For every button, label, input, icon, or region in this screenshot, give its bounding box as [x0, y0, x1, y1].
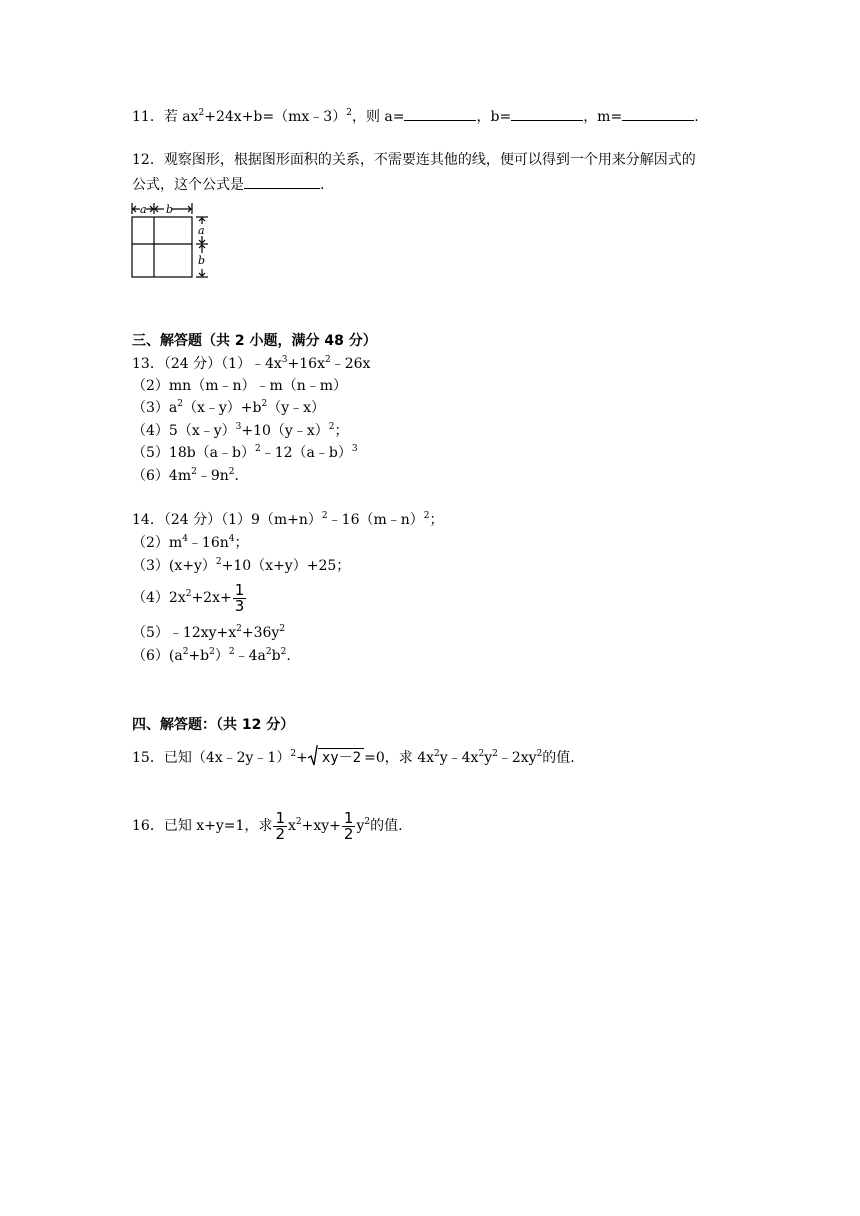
exponent: 2	[346, 108, 352, 118]
exponent: 2	[324, 355, 331, 365]
denominator: 2	[275, 824, 285, 843]
q12-text: .	[320, 177, 325, 193]
text: ）	[214, 648, 229, 664]
outer-square	[132, 217, 192, 277]
exponent: 2	[185, 589, 192, 599]
question-13-part-2: （2）mn（m﹣n）﹣m（n﹣m）	[132, 378, 348, 394]
text: ﹣16（m﹣n）	[327, 512, 424, 528]
q11-text: 若 ax	[163, 109, 199, 125]
numerator: 1	[275, 808, 285, 827]
radical-sign-icon	[308, 745, 318, 767]
q12-text: 公式，这个公式是	[132, 177, 244, 193]
question-13-part-5	[132, 443, 358, 463]
section-3-heading: 三、解答题（共 2 小题，满分 48 分）	[132, 333, 377, 349]
text: ﹣16n	[187, 535, 229, 551]
square-root	[308, 745, 364, 771]
text: 的值.	[370, 818, 403, 834]
label-a-side: a	[198, 224, 205, 237]
q11-text: ，m=	[583, 109, 623, 125]
section-4-heading: 四、解答题：（共 12 分）	[132, 717, 295, 733]
text: （4）5（x﹣y）	[132, 423, 236, 439]
text: 14．（24 分）（1）9（m+n）	[132, 512, 322, 528]
label-b-side: b	[198, 254, 206, 267]
question-13-part-4	[132, 421, 348, 441]
exponent: 2	[295, 817, 302, 827]
text: （4）2x	[132, 590, 186, 606]
text: （3）a	[132, 400, 178, 416]
exponent: 2	[280, 647, 287, 657]
exponent: 2	[478, 749, 485, 759]
text: 的值.	[542, 750, 575, 766]
text: ﹣12（a﹣b）	[260, 445, 352, 461]
answer-blank-b[interactable]	[511, 106, 583, 121]
question-12-line2	[132, 174, 324, 195]
question-14-part-3	[132, 556, 350, 576]
text: x	[287, 818, 296, 834]
denominator: 3	[234, 596, 245, 615]
question-13-part-3	[132, 398, 325, 418]
question-14-part-2	[132, 533, 249, 553]
question-12-line1: 12．观察图形，根据图形面积的关系，不需要连其他的线，便可以得到一个用来分解因式的	[132, 152, 696, 168]
exponent: 2	[290, 749, 297, 759]
text: +	[296, 750, 308, 766]
text: （5）﹣12xy+x	[132, 625, 237, 641]
exponent: 2	[434, 749, 440, 759]
text: y	[484, 750, 493, 766]
exponent: 2	[198, 108, 205, 118]
question-14-part-1	[132, 510, 444, 530]
text: +36y	[241, 625, 280, 641]
text: y	[356, 818, 365, 834]
text: （3）(x+y）	[132, 558, 216, 574]
exponent: 3	[235, 422, 242, 432]
q11-text: ，b=	[476, 109, 512, 125]
exponent: 4	[228, 534, 235, 544]
numerator: 1	[234, 580, 245, 599]
radicand: xy－2	[318, 748, 364, 767]
text: ；	[334, 423, 349, 439]
answer-blank-m[interactable]	[622, 106, 694, 121]
text: ﹣9n	[196, 468, 229, 484]
text: =0，求 4x	[364, 750, 434, 766]
exponent: 2	[255, 444, 261, 454]
text: （x﹣y）+b	[183, 400, 262, 416]
exponent: 2	[492, 749, 498, 759]
exponent: 2	[279, 624, 286, 634]
text: ﹣26x	[330, 356, 371, 372]
fraction-one-half	[273, 808, 287, 843]
q11-text: +24x+b=（mx﹣3）	[204, 109, 347, 125]
exponent: 3	[351, 444, 358, 454]
text: +b	[188, 648, 210, 664]
q11-text: .	[694, 109, 699, 125]
text: （5）18b（a﹣b）	[132, 445, 255, 461]
exponent: 2	[364, 817, 371, 827]
square-area-figure	[130, 200, 214, 280]
text: ﹣2xy	[497, 750, 537, 766]
exponent: 2	[261, 399, 268, 409]
question-number: 11．	[132, 109, 164, 125]
denominator: 2	[343, 824, 354, 843]
question-13-part-6	[132, 466, 239, 486]
label-b-top: b	[166, 203, 174, 216]
text: .	[234, 468, 239, 484]
exponent: 4	[182, 534, 188, 544]
exponent: 2	[236, 624, 242, 634]
exponent: 2	[228, 647, 235, 657]
label-a-top: a	[140, 203, 147, 216]
exponent: 2	[423, 511, 430, 521]
question-14-part-6	[132, 646, 291, 666]
exponent: 2	[182, 647, 189, 657]
text: +10（x+y）+25；	[221, 558, 351, 574]
text: 16．已知 x+y=1，求	[132, 818, 273, 834]
text: （6）4m	[132, 468, 192, 484]
exponent: 2	[177, 399, 183, 409]
question-14-part-5	[132, 623, 285, 643]
question-15	[132, 745, 575, 771]
text: b	[271, 648, 281, 664]
exponent: 3	[281, 355, 288, 365]
text: （y﹣x）	[267, 400, 326, 416]
question-13-part-1	[132, 354, 370, 374]
text: +10（y﹣x）	[241, 423, 329, 439]
exponent: 2	[536, 749, 543, 759]
exponent: 2	[328, 422, 335, 432]
text: 13．（24 分）（1）﹣4x	[132, 356, 282, 372]
text: ；	[234, 535, 249, 551]
text: （6）(a	[132, 648, 183, 664]
question-16	[132, 808, 403, 844]
fraction-one-third	[233, 580, 247, 615]
exponent: 2	[228, 467, 235, 477]
exponent: 2	[191, 467, 197, 477]
text: ﹣4a	[234, 648, 266, 664]
text: 15．已知（4x﹣2y﹣1）	[132, 750, 291, 766]
fraction-one-half	[342, 808, 356, 843]
text: ；	[429, 512, 444, 528]
exponent: 2	[321, 511, 328, 521]
exponent: 2	[209, 647, 215, 657]
answer-blank-formula[interactable]	[244, 174, 320, 189]
question-11	[132, 106, 699, 127]
text: +xy+	[301, 818, 341, 834]
text: .	[286, 648, 291, 664]
text: +2x+	[191, 590, 232, 606]
text: +16x	[287, 356, 325, 372]
numerator: 1	[343, 808, 354, 827]
q11-text: ，则 a=	[351, 109, 405, 125]
text: （2）m	[132, 535, 183, 551]
question-14-part-4	[132, 582, 247, 614]
exponent: 2	[215, 557, 222, 567]
answer-blank-a[interactable]	[404, 106, 476, 121]
text: y﹣4x	[439, 750, 479, 766]
exponent: 2	[265, 647, 272, 657]
